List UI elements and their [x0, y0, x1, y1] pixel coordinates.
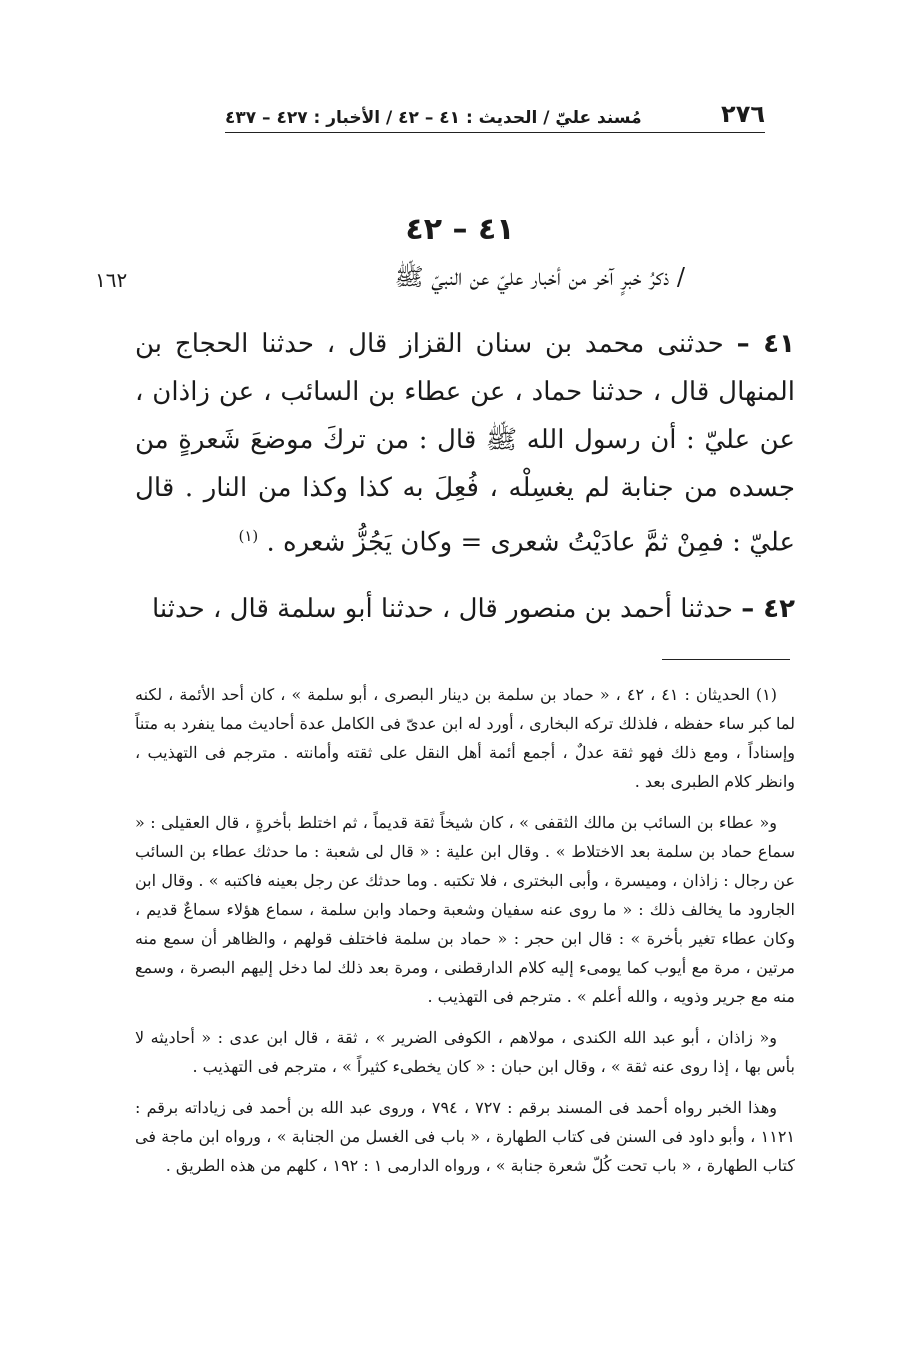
- hadith-42: [135, 585, 795, 633]
- running-header: [225, 92, 765, 133]
- footnote-separator: [662, 659, 790, 660]
- hadith-number: ٤١ –: [736, 329, 795, 359]
- section-number: ٤١ – ٤٢: [405, 212, 515, 247]
- running-title: مُسند عليّ / الحديث : ٤١ – ٤٢ / الأخبار : ٤٢٧ – ٤٣٧: [225, 108, 642, 128]
- margin-page-reference: ١٦٢: [95, 268, 128, 292]
- footnote-paragraph: وهذا الخبر رواه أحمد فى المسند برقم : ٧٢٧ ، ٧٩٤ ، وروى عبد الله بن أحمد فى زياداته برقم : ١١٢١ ، وأبو داود فى السنن فى كتاب الطهارة ، « باب فى الغسل من الجنابة » ، ورواه ابن ماجة فى كتاب الطهارة ، « باب تحت كُلّ شعرة جنابة » ، ورواه الدارمى ١ : ١٩٢ ، كلهم من هذه الطريق .: [135, 1098, 795, 1175]
- hadith-41: [135, 320, 795, 567]
- hadith-text: حدثنا أحمد بن منصور قال ، حدثنا أبو سلمة قال ، حدثنا: [152, 593, 733, 624]
- hadith-text: حدثنى محمد بن سنان القزاز قال ، حدثنا الحجاج بن المنهال قال ، حدثنا حماد ، عن عطاء بن السائب ، عن زاذان ، عن عليّ : أن رسول الله ﷺ قال : من تركَ موضعَ شَعرةٍ من جسده من جنابة لم يغسِلْه ، فُعِلَ به كذا وكذا من النار . قال عليّ : فمِنْ ثمَّ عادَيْتُ شعرى = وكان يَجُزُّ شعره .: [135, 329, 795, 558]
- section-title-line: [95, 258, 795, 302]
- page-number: ٢٧٦: [721, 100, 765, 128]
- footnote-paragraph: و« زاذان ، أبو عبد الله الكندى ، مولاهم ، الكوفى الضرير » ، ثقة ، قال ابن عدى : « أحاديثه لا بأس بها ، إذا روى عنه ثقة » ، وقال ابن حبان : « كان يخطىء كثيراً » ، مترجم فى التهذيب .: [135, 1028, 795, 1076]
- footnote-paragraph: (١) الحديثان : ٤١ ، ٤٢ ، « حماد بن سلمة بن دينار البصرى ، أبو سلمة » ، كان أحد الأئمة ، لكنه لما كبر ساء حفظه ، فلذلك تركه البخارى ، أورد له ابن عدىّ فى الكامل عدة أحاديث مما ينفرد به متناً وإسناداً ، ومع ذلك فهو ثقة عدلٌ ، أجمع أئمة أهل النقل على ثقته وأمانته . مترجم فى التهذيب ، وانظر كلام الطبرى بعد .: [135, 685, 795, 791]
- footnote-paragraph: و« عطاء بن السائب بن مالك الثقفى » ، كان شيخاً ثقة قديماً ، ثم اختلط بأخرةٍ ، قال العقيلى : « سماع حماد بن سلمة بعد الاختلاط » . وقال ابن علية : « قال لى شعبة : ما حدثك عطاء بن السائب عن رجال : زاذان ، وميسرة ، وأبى البخترى ، فلا تكتبه . وما حدثك عن رجل بعينه فاكتبه » . وقال ابن الجارود ما يخالف ذلك : « ما روى عنه سفيان وشعبة وحماد وابن سلمة ، سماع هؤلاء سماعٌ قديم ، وكان عطاء تغير بأخرة » : قال ابن حجر : « حماد بن سلمة فاختلف قولهم ، والظاهر أن سمع منه مرتين ، مرة مع أيوب كما يومىء إليه كلام الدارقطنى ، ومرة بعد ذلك لما دخل إليهم البصرة ، وسمع منه مع جرير وذويه ، والله أعلم » . مترجم فى التهذيب .: [135, 813, 796, 1006]
- section-title: / ذكرُ خبرٍ آخر من أخبار عليّ عن النبيّ ﷺ: [394, 263, 685, 291]
- footnotes: [135, 680, 795, 1192]
- main-text: [135, 320, 795, 633]
- footnote-reference: (١): [238, 527, 259, 545]
- hadith-number: ٤٢ –: [741, 593, 795, 624]
